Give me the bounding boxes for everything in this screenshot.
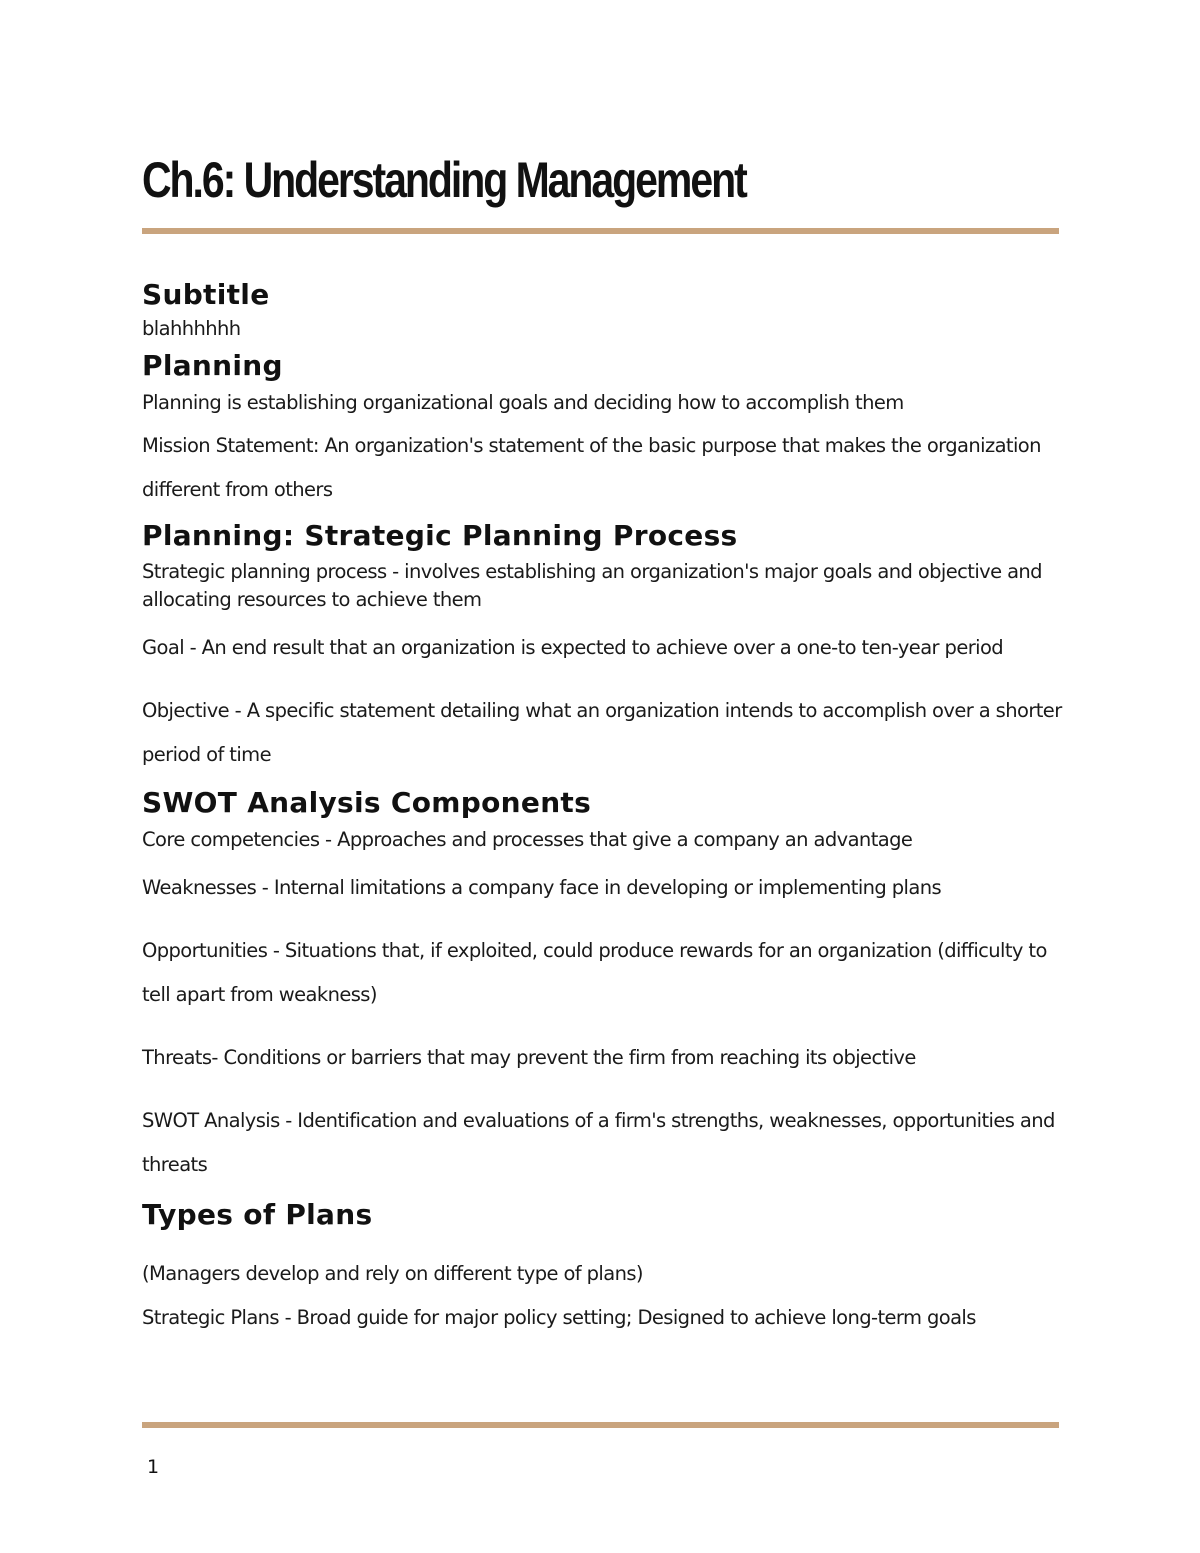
- footer-divider: [142, 1422, 1059, 1428]
- paragraph-swot-analysis: SWOT Analysis - Identification and evaluations of a firm's strengths, weaknesses, opportunities and threats: [142, 1109, 1055, 1176]
- section-heading-strategic-planning: Planning: Strategic Planning Process: [142, 519, 738, 552]
- section-heading-planning: Planning: [142, 349, 283, 382]
- page-number: 1: [147, 1456, 160, 1478]
- paragraph-opportunities: Opportunities - Situations that, if exploited, could produce rewards for an organization (difficulty to tell apart from weakness): [142, 939, 1047, 1006]
- paragraph-subtitle-text: blahhhhhh: [142, 317, 241, 340]
- section-heading-swot-components: SWOT Analysis Components: [142, 786, 592, 819]
- title-divider: [142, 228, 1059, 234]
- paragraph-objective: Objective - A specific statement detailing what an organization intends to accomplish over a shorter period of time: [142, 699, 1062, 766]
- paragraph-core-competencies: Core competencies - Approaches and processes that give a company an advantage: [142, 828, 913, 851]
- paragraph-strategic-planning-process: Strategic planning process - involves establishing an organization's major goals and objective and allocating resources to achieve them: [142, 560, 1042, 611]
- paragraph-types-of-plans-note: (Managers develop and rely on different type of plans): [142, 1262, 643, 1285]
- paragraph-weaknesses: Weaknesses - Internal limitations a company face in developing or implementing plans: [142, 876, 942, 899]
- paragraph-threats: Threats- Conditions or barriers that may prevent the firm from reaching its objective: [142, 1046, 916, 1069]
- paragraph-goal: Goal - An end result that an organization is expected to achieve over a one-to ten-year period: [142, 636, 1004, 659]
- page-title: Ch.6: Understanding Management: [142, 152, 746, 208]
- section-heading-subtitle: Subtitle: [142, 278, 270, 311]
- paragraph-mission-statement: Mission Statement: An organization's statement of the basic purpose that makes the organization different from others: [142, 434, 1041, 501]
- section-heading-types-of-plans: Types of Plans: [142, 1198, 373, 1231]
- paragraph-strategic-plans: Strategic Plans - Broad guide for major policy setting; Designed to achieve long-term goals: [142, 1306, 976, 1329]
- paragraph-planning-definition: Planning is establishing organizational goals and deciding how to accomplish them: [142, 391, 904, 414]
- document-body: [142, 276, 1072, 1333]
